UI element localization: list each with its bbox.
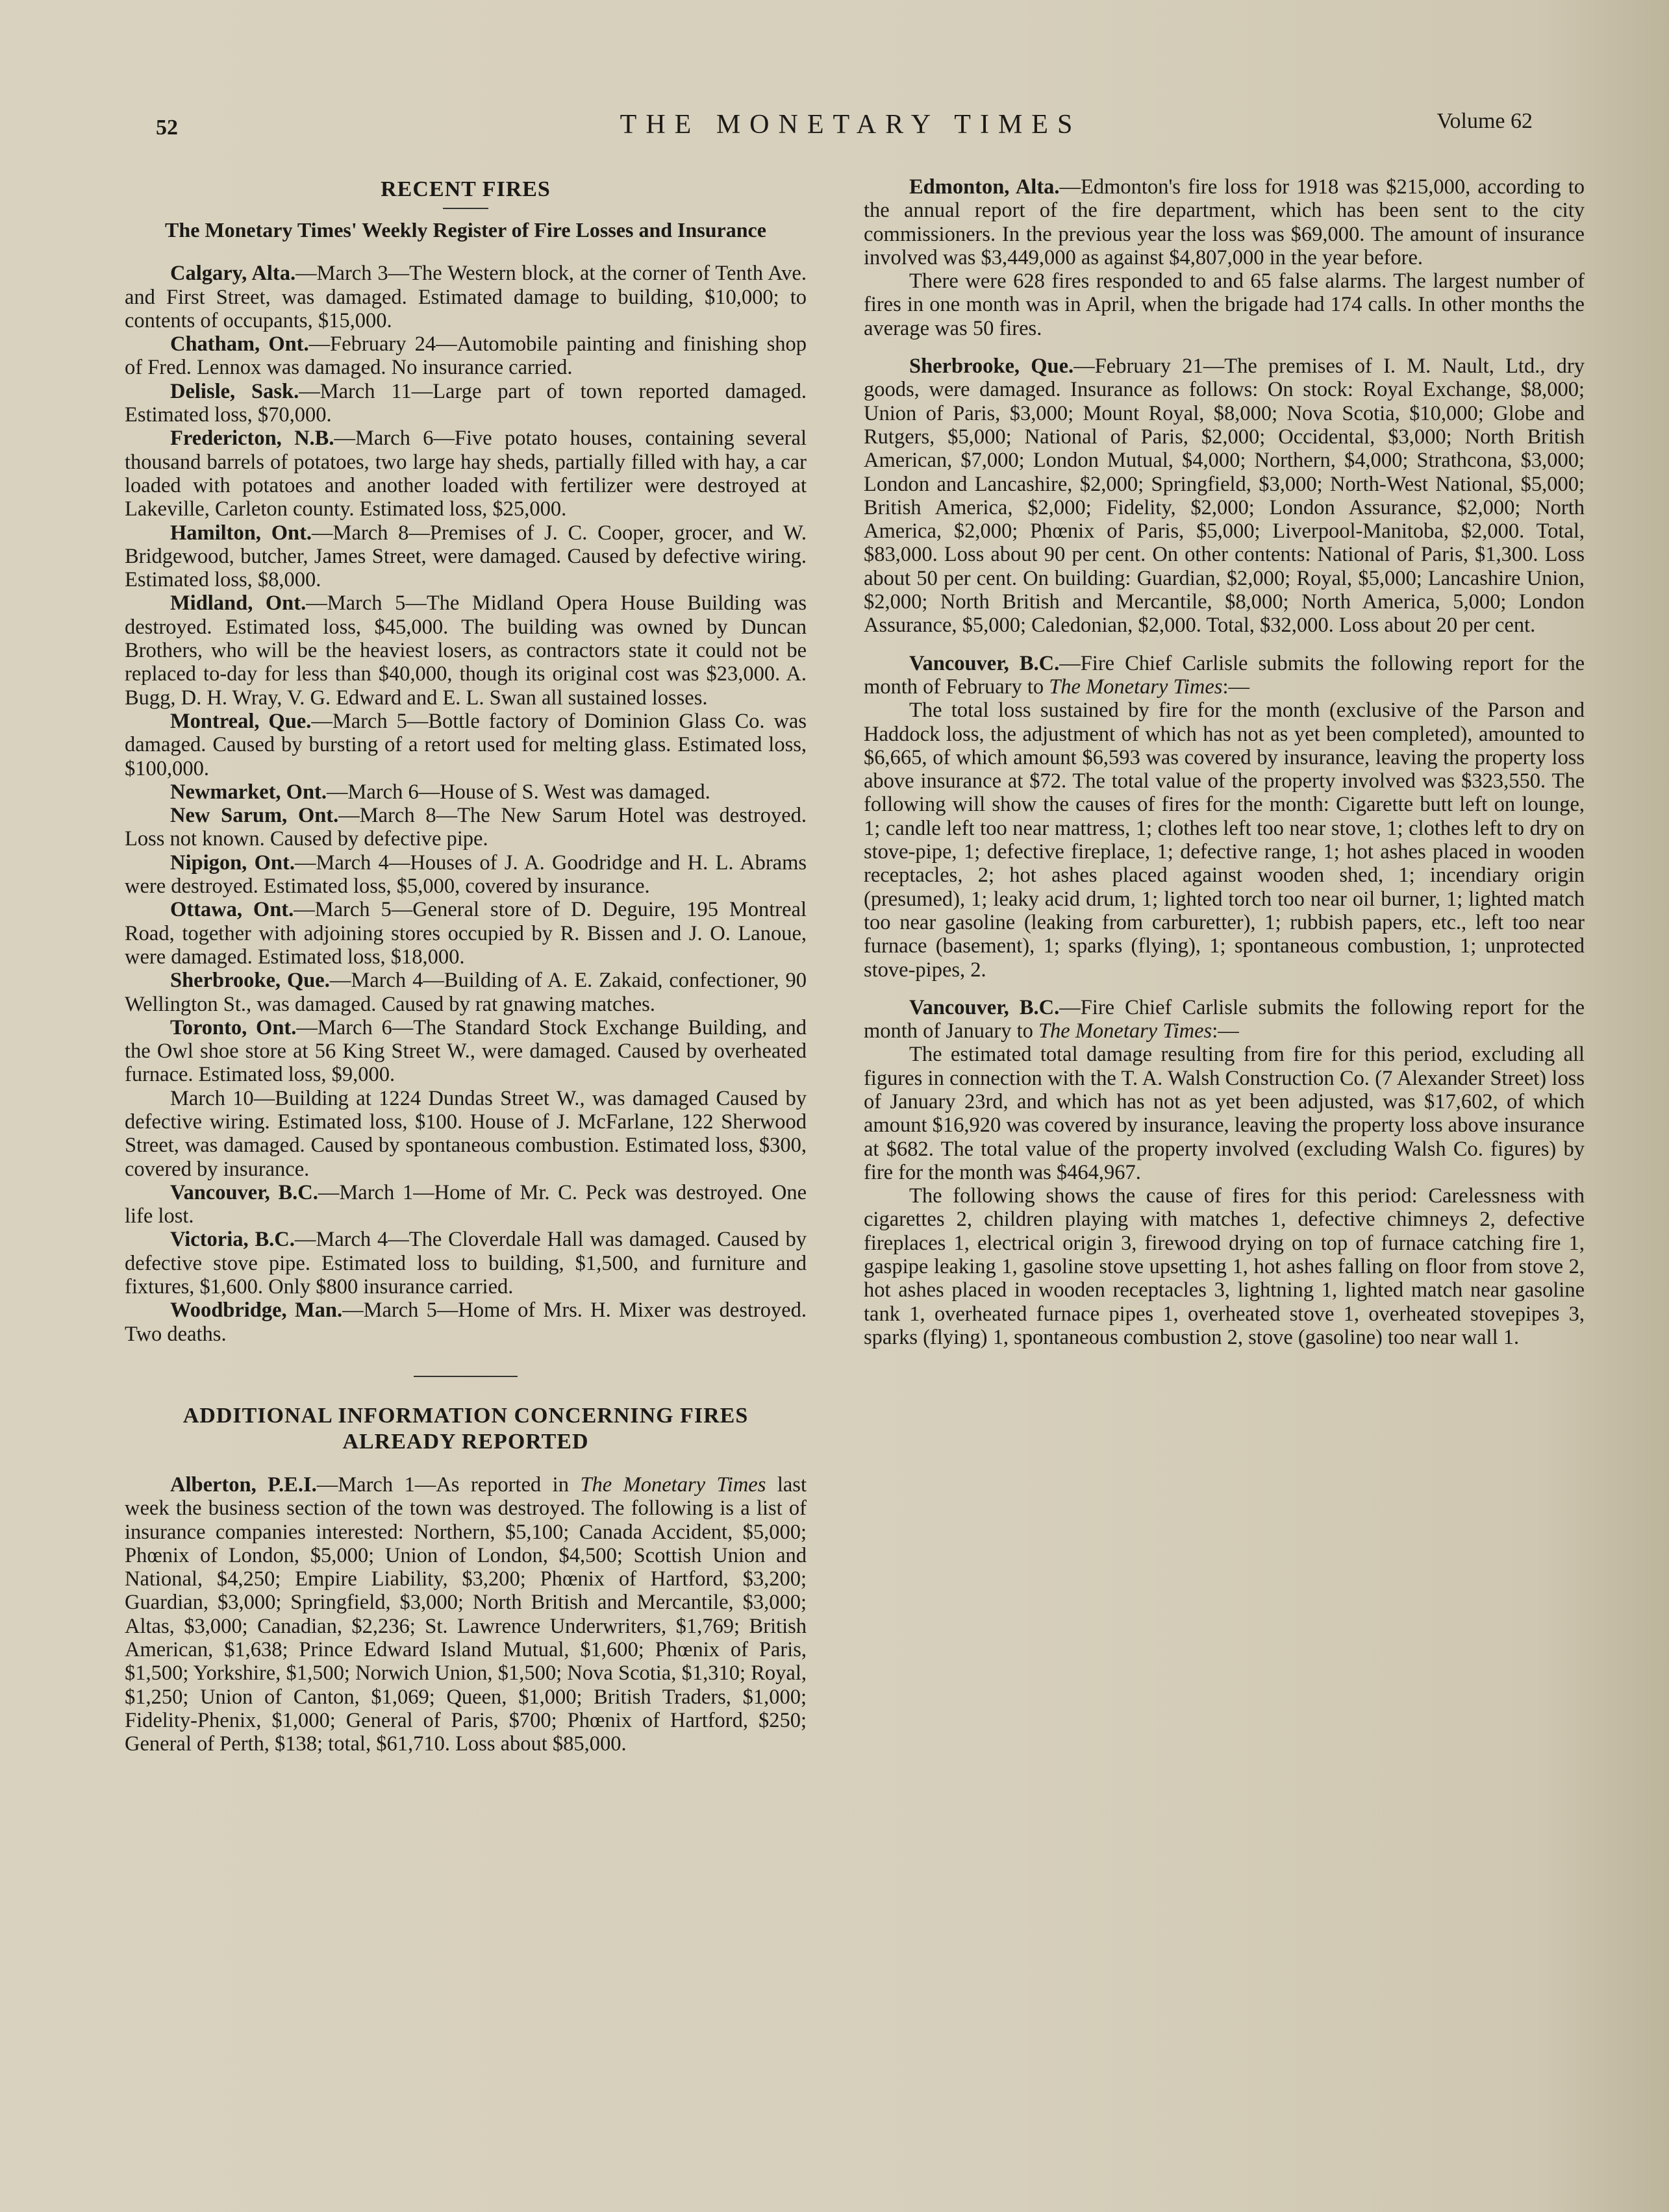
entry-text: —March 6—Five potato houses, containing several thousand barrels of potatoes, two large hay sheds, partially filled with hay, a car loaded with potatoes and another loaded with fertilizer were destroyed at Lakeville, Carleton county. Estimated loss, $25,000. [125,427,807,521]
entry-place: Ottawa, Ont. [170,898,294,922]
entry-text: —March 6—The Standard Stock Exchange Building, and the Owl shoe store at 56 King Street W., were damaged. Caused by overheated furnace. Estimated loss, $9,000. [125,1015,807,1087]
entry-place: Hamilton, Ont. [170,521,312,545]
fire-entry [125,332,807,380]
entry-place: Sherbrooke, Que. [909,354,1074,379]
entry-text-cont: :— [1212,1019,1239,1043]
entry-place: Fredericton, N.B. [170,427,334,451]
edmonton-entry [864,175,1585,269]
entry-text: —March 4—Houses of J. A. Goodridge and H. L. Abrams were destroyed. Estimated loss, $5,000, covered by insurance. [125,851,807,899]
entry-place: Edmonton, Alta. [909,175,1060,199]
journal-title: THE MONETARY TIMES [620,110,1082,140]
fire-entry [125,427,807,521]
entry-place: Calgary, Alta. [170,262,296,286]
fire-entry [125,1228,807,1299]
fire-entry [125,1087,807,1181]
volume-label: Volume 62 [1437,109,1533,133]
edmonton-entry-cont: There were 628 fires responded to and 65 false alarms. The largest number of fires in one month was in April, when the brigade had 174 calls. In other months the average was 50 fires. [864,269,1585,340]
entry-place: Delisle, Sask. [170,379,299,403]
right-column [864,175,1585,1349]
entry-text: —March 5—Home of Mrs. H. Mixer was destroyed. Two deaths. [125,1299,807,1346]
journal-reference: The Monetary Times [580,1473,766,1497]
fire-entry [125,710,807,780]
fire-entry [125,780,807,804]
entry-place: Midland, Ont. [170,591,307,615]
entry-place: Nipigon, Ont. [170,851,295,875]
entry-text: —Edmonton's fire loss for 1918 was $215,000, according to the annual report of the fire department, which has been sent to the city commissioners. In the previous year the loss was $69,000. The amount of insurance involved was $3,449,000 as against $4,807,000 in the year before. [864,175,1585,269]
recent-fires-title: RECENT FIRES [381,177,551,201]
journal-reference: The Monetary Times [1038,1019,1212,1043]
vancouver-jan-causes: The following shows the cause of fires for this period: Carelessness with cigarettes 2, children playing with matches 1, defective chimneys 2, defective fireplaces 1, electrical origin 3, firewood drying on top of furnace catching fire 1, gaspipe leaking 1, gasoline stove upsetting 1, hot ashes falling on floor from stove 2, hot ashes placed in wooden receptacles 3, lightning 1, lighted match near gasoline tank 1, overheated furnace pipes 1, overheated stove 1, overheated stovepipes 3, sparks (flying) 1, spontaneous combustion 2, stove (gasoline) too near wall 1. [864,1184,1585,1349]
entry-text: —March 4—Building of A. E. Zakaid, confectioner, 90 Wellington St., was damaged. Caused by rat gnawing matches. [125,969,807,1016]
entry-place: New Sarum, Ont. [170,804,339,828]
sherbrooke-entry [864,354,1585,638]
entry-text: —Fire Chief Carlisle submits the following report for the month of January to [864,995,1585,1043]
recent-fires-subtitle: The Monetary Times' Weekly Register of Fire Losses and Insurance [165,218,766,242]
entry-text: —March 3—The Western block, at the corner of Tenth Ave. and First Street, was damaged. Estimated damage to building, $10,000; to contents of occupants, $15,000. [125,262,807,332]
entry-place: Sherbrooke, Que. [170,969,330,993]
section-divider [414,1376,518,1377]
entry-place: Victoria, B.C. [170,1228,295,1252]
vancouver-feb-report: The total loss sustained by fire for the month (exclusive of the Parson and Haddock loss, the adjustment of which has not as yet been completed), amounted to $6,665, of which amount $6,593 was covered by insurance, leaving the property loss above insurance at $72. The total value of the property involved was $323,550. The following will show the causes of fires for the month: Cigarette butt left on lounge, 1; candle left too near mattress, 1; clothes left too near stove, 1; clothes left to dry on stove-pipe, 1; defective fireplace, 1; defective range, 1; hot ashes placed in wooden receptacles, 2; hot ashes placed against wooden shed, 1; incendiary origin (presumed), 1; leaky acid drum, 1; lighted torch too near oil burner, 1; lighted match too near gasoline (leaking from carburetter), 1; rubbish papers, etc., left too near furnace (basement), 1; sparks (flying), 1; spontaneous combustion, 1; unprotected stove-pipes, 2. [864,699,1585,982]
journal-reference: The Monetary Times [1049,675,1223,699]
fire-entry [125,591,807,709]
fire-entry [125,804,807,851]
fire-entry [125,1181,807,1228]
left-column [125,175,807,1756]
entry-place: Toronto, Ont. [170,1015,297,1039]
entry-text: —March 5—The Midland Opera House Building was destroyed. Estimated loss, $45,000. The building was owned by Duncan Brothers, who will be the heaviest losers, as contractors state it could not be replaced to-day for less than $40,000, though its original cost was $23,000. A. Bugg, D. H. Wray, V. G. Edward and E. L. Swan all sustained losses. [125,591,807,710]
fire-entry [125,262,807,332]
alberton-entry [125,1473,807,1756]
entry-place: Chatham, Ont. [170,332,309,356]
entry-place: Vancouver, B.C. [909,995,1060,1019]
entry-text: —March 1—Home of Mr. C. Peck was destroyed. One life lost. [125,1180,807,1228]
entry-text-cont: :— [1222,675,1249,699]
entry-place: Woodbridge, Man. [170,1299,343,1323]
entry-text: —February 21—The premises of I. M. Nault, Ltd., dry goods, were damaged. Insurance as follows: On stock: Royal Exchange, $8,000; Union of Paris, $3,000; Mount Royal, $8,000; Nova Scotia, $10,000; Globe and Rutgers, $5,000; National of Paris, $2,000; Occidental, $3,000; North British American, $7,000; London Mutual, $4,000; Northern, $4,000; Strathcona, $3,000; London and Lancashire, $2,000; Springfield, $3,000; North-West National, $5,000; British America, $2,000; Fidelity, $2,000; London Assurance, $2,000; North America, $2,000; Phœnix of Paris, $5,000; Liverpool-Manitoba, $2,000. Total, $83,000. Loss about 90 per cent. On other contents: National of Paris, $1,300. Loss about 50 per cent. On building: Guardian, $2,000; Royal, $5,000; Lancashire Union, $2,000; North British and Mercantile, $8,000; North America, 5,000; London Assurance, $5,000; Caledonian, $2,000. Total, $32,000. Loss about 20 per cent. [864,354,1585,638]
entry-place: Montreal, Que. [170,709,312,733]
vancouver-jan-entry [864,996,1585,1043]
entry-place: Newmarket, Ont. [170,780,327,804]
entry-text: —March 5—Bottle factory of Dominion Glass Co. was damaged. Caused by bursting of a retort used for melting glass. Estimated loss, $100,000. [125,709,807,780]
fire-entry [125,851,807,899]
fire-entry [125,1299,807,1346]
entry-text: —March 4—The Cloverdale Hall was damaged. Caused by defective stove pipe. Estimated loss to building, $1,500, and furniture and fixtures, $1,600. Only $800 insurance carried. [125,1228,807,1299]
entry-place: Alberton, P.E.I. [170,1473,317,1497]
entry-place: Vancouver, B.C. [170,1180,318,1204]
entry-text-cont: last week the business section of the town was destroyed. The following is a list of insurance companies interested: Northern, $5,100; Canada Accident, $5,000; Phœnix of London, $5,000; Union of London, $4,500; Scottish Union and National, $4,250; Empire Liability, $3,200; Phœnix of Hartford, $3,200; Guardian, $3,000; Springfield, $3,000; North British and Mercantile, $3,000; Altas, $3,000; Canadian, $2,236; St. Lawrence Underwriters, $1,769; British American, $1,638; Prince Edward Island Mutual, $1,600; Phœnix of Paris, $1,500; Yorkshire, $1,500; Norwich Union, $1,500; Nova Scotia, $1,310; Royal, $1,250; Union of Canton, $1,069; Queen, $1,000; British Traders, $1,000; Fidelity-Phenix, $1,000; General of Paris, $700; Phœnix of Hartford, $250; General of Perth, $138; total, $61,710. Loss about $85,000. [125,1473,807,1756]
page-number: 52 [156,116,178,140]
entry-text: —Fire Chief Carlisle submits the following report for the month of February to [864,651,1585,699]
entry-text: —March 8—The New Sarum Hotel was destroyed. Loss not known. Caused by defective pipe. [125,804,807,851]
additional-info-title: ADDITIONAL INFORMATION CONCERNING FIRES ALREADY REPORTED [182,1403,749,1454]
divider [443,208,488,209]
running-head [156,109,1546,148]
entry-text: March 10—Building at 1224 Dundas Street W., was damaged Caused by defective wiring. Estimated loss, $100. House of J. McFarlane, 122 Sherwood Street, was damaged. Caused by spontaneous combustion. Estimated loss, $300, covered by insurance. [125,1086,807,1181]
fire-entry [125,969,807,1016]
fire-entry [125,898,807,969]
fire-entry [125,380,807,427]
vancouver-jan-report: The estimated total damage resulting from fire for this period, excluding all figures in connection with the T. A. Walsh Construction Co. (7 Alexander Street) loss of January 23rd, and which has not as yet been adjusted, was $17,602, of which amount $16,920 was covered by insurance, leaving the property loss above insurance at $682. The total value of the property involved (excluding Walsh Co. figures) by fire for the month was $464,967. [864,1043,1585,1184]
fire-entry [125,1016,807,1087]
entry-place: Vancouver, B.C. [909,651,1060,675]
fire-entry [125,521,807,592]
vancouver-feb-entry [864,652,1585,699]
entry-text: —March 8—Premises of J. C. Cooper, grocer, and W. Bridgewood, butcher, James Street, were damaged. Caused by defective wiring. Estimated loss, $8,000. [125,521,807,592]
entry-text: —February 24—Automobile painting and finishing shop of Fred. Lennox was damaged. No insurance carried. [125,332,807,380]
entry-text: —March 6—House of S. West was damaged. [327,780,710,804]
entry-text: —March 11—Large part of town reported damaged. Estimated loss, $70,000. [125,379,807,427]
entry-text: —March 5—General store of D. Deguire, 195 Montreal Road, together with adjoining stores occupied by R. Bissen and J. O. Lanoue, were damaged. Estimated loss, $18,000. [125,898,807,969]
fire-entries-list [125,262,807,1346]
entry-text: —March 1—As reported in [316,1473,581,1497]
